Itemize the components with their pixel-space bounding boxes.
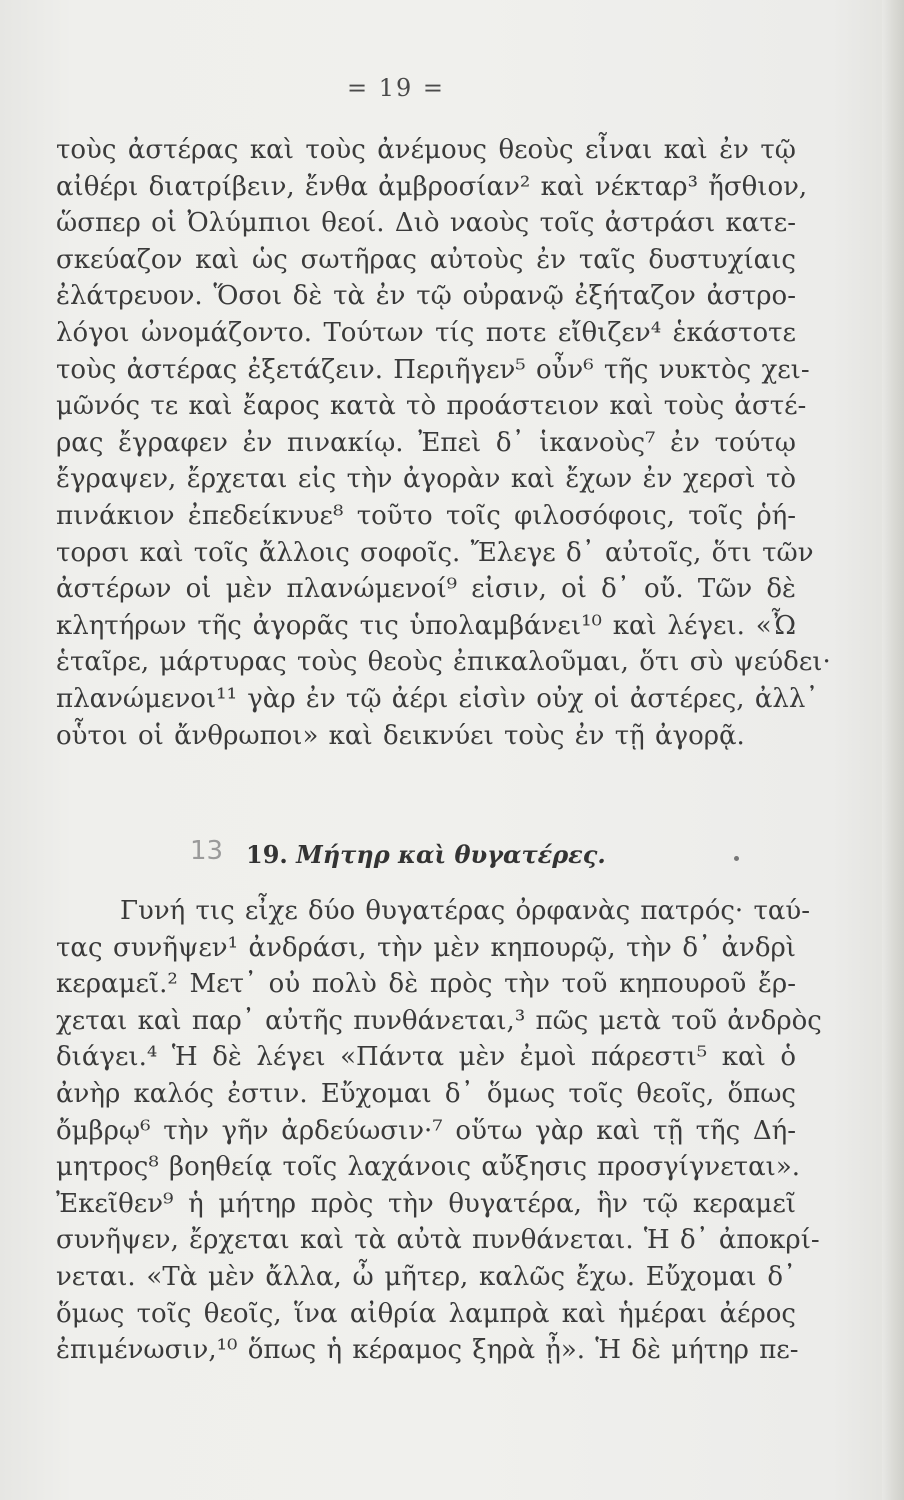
text-line: λόγοι ὠνομάζοντο. Τούτων τίς ποτε εἴθιζεν⁴ ἑκάστοτε — [56, 317, 796, 348]
text-line: αἰθέρι διατρίβειν, ἔνθα ἀμβροσίαν² καὶ νέκταρ³ ἤσθιον, — [56, 171, 808, 202]
ink-dot — [734, 856, 739, 861]
story-paragraph-2 — [56, 893, 822, 1369]
text-line: μῶνός τε καὶ ἔαρος κατὰ τὸ προάστειον καὶ τοὺς ἀστέ- — [56, 391, 807, 422]
page-number-header: = 19 = — [346, 74, 445, 102]
margin-note-pencil: 13 — [190, 836, 224, 866]
text-line: τοὺς ἀστέρας ἐξετάζειν. Περιῆγεν⁵ οὖν⁶ τῆς νυκτὸς χει- — [56, 354, 810, 385]
section-title: Μήτηρ καὶ θυγατέρες. — [296, 840, 606, 869]
text-line: ἐλάτρευον. Ὅσοι δὲ τὰ ἐν τῷ οὐρανῷ ἐξήταζον ἀστρο- — [56, 281, 796, 312]
text-line: ἔγραψεν, ἔρχεται εἰς τὴν ἀγορὰν καὶ ἔχων ἐν χερσὶ τὸ — [56, 464, 796, 495]
text-line: συνῆψεν, ἔρχεται καὶ τὰ αὐτὰ πυνθάνεται. Ἡ δ᾽ ἀποκρί- — [56, 1225, 820, 1256]
text-line: ἐπιμένωσιν,¹⁰ ὅπως ἡ κέραμος ξηρὰ ᾖ». Ἡ δὲ μήτηρ πε- — [56, 1335, 799, 1366]
text-line: σκεύαζον καὶ ὡς σωτῆρας αὐτοὺς ἐν ταῖς δυστυχίαις — [56, 244, 796, 275]
text-line: Γυνή τις εἶχε δύο θυγατέρας ὀρφανὰς πατρός· ταύ- — [120, 896, 810, 926]
text-line: ἀστέρων οἱ μὲν πλανώμενοί⁹ εἰσιν, οἱ δ᾽ οὔ. Τῶν δὲ — [56, 574, 796, 605]
story-paragraph-1 — [56, 132, 831, 754]
text-line: διάγει.⁴ Ἡ δὲ λέγει «Πάντα μὲν ἐμοὶ πάρεστι⁵ καὶ ὁ — [56, 1042, 796, 1073]
text-line: νεται. «Τὰ μὲν ἄλλα, ὦ μῆτερ, καλῶς ἔχω. Εὔχομαι δ᾽ — [56, 1261, 796, 1292]
text-line: ὄμβρῳ⁶ τὴν γῆν ἀρδεύωσιν·⁷ οὕτω γὰρ καὶ τῇ τῆς Δή- — [56, 1115, 796, 1146]
text-line: τορσι καὶ τοῖς ἄλλοις σοφοῖς. Ἔλεγε δ᾽ αὐτοῖς, ὅτι τῶν — [56, 537, 814, 568]
text-line: πινάκιον ἐπεδείκνυε⁸ τοῦτο τοῖς φιλοσόφοις, τοῖς ῥή- — [56, 500, 796, 531]
text-line: τας συνῆψεν¹ ἀνδράσι, τὴν μὲν κηπουρῷ, τὴν δ᾽ ἀνδρὶ — [56, 932, 796, 963]
page-edge-shadow — [882, 0, 904, 1500]
text-line: χεται καὶ παρ᾽ αὐτῆς πυνθάνεται,³ πῶς μετὰ τοῦ ἀνδρὸς — [56, 1005, 822, 1036]
text-line: πλανώμενοι¹¹ γὰρ ἐν τῷ ἀέρι εἰσὶν οὐχ οἱ ἀστέρες, ἀλλ᾽ — [56, 683, 819, 714]
text-line: ὅμως τοῖς θεοῖς, ἵνα αἰθρία λαμπρὰ καὶ ἡμέραι ἀέρος — [56, 1298, 796, 1329]
text-line: ὥσπερ οἱ Ὀλύμπιοι θεοί. Διὸ ναοὺς τοῖς ἀστράσι κατε- — [56, 208, 796, 239]
text-line: ἑταῖρε, μάρτυρας τοὺς θεοὺς ἐπικαλοῦμαι, ὅτι σὺ ψεύδει· — [56, 647, 831, 678]
text-line: ἀνὴρ καλός ἐστιν. Εὔχομαι δ᾽ ὅμως τοῖς θεοῖς, ὅπως — [56, 1078, 796, 1109]
text-line: οὗτοι οἱ ἄνθρωποι» καὶ δεικνύει τοὺς ἐν τῇ ἀγορᾷ. — [56, 720, 745, 751]
section-heading — [246, 840, 606, 869]
text-line: κλητήρων τῆς ἀγορᾶς τις ὑπολαμβάνει¹⁰ καὶ λέγει. «Ὦ — [56, 610, 796, 641]
text-line: Ἐκεῖθεν⁹ ἡ μήτηρ πρὸς τὴν θυγατέρα, ἣν τῷ κεραμεῖ — [56, 1188, 796, 1219]
text-line: ρας ἔγραφεν ἐν πινακίῳ. Ἐπεὶ δ᾽ ἱκανοὺς⁷ ἐν τούτῳ — [56, 427, 796, 458]
text-line: τοὺς ἀστέρας καὶ τοὺς ἀνέμους θεοὺς εἶναι καὶ ἐν τῷ — [56, 135, 796, 165]
text-line: μητρος⁸ βοηθείᾳ τοῖς λαχάνοις αὔξησις προσγίγνεται». — [56, 1152, 800, 1183]
section-number: 19. — [246, 840, 288, 869]
text-line: κεραμεῖ.² Μετ᾽ οὐ πολὺ δὲ πρὸς τὴν τοῦ κηπουροῦ ἔρ- — [56, 969, 796, 1000]
